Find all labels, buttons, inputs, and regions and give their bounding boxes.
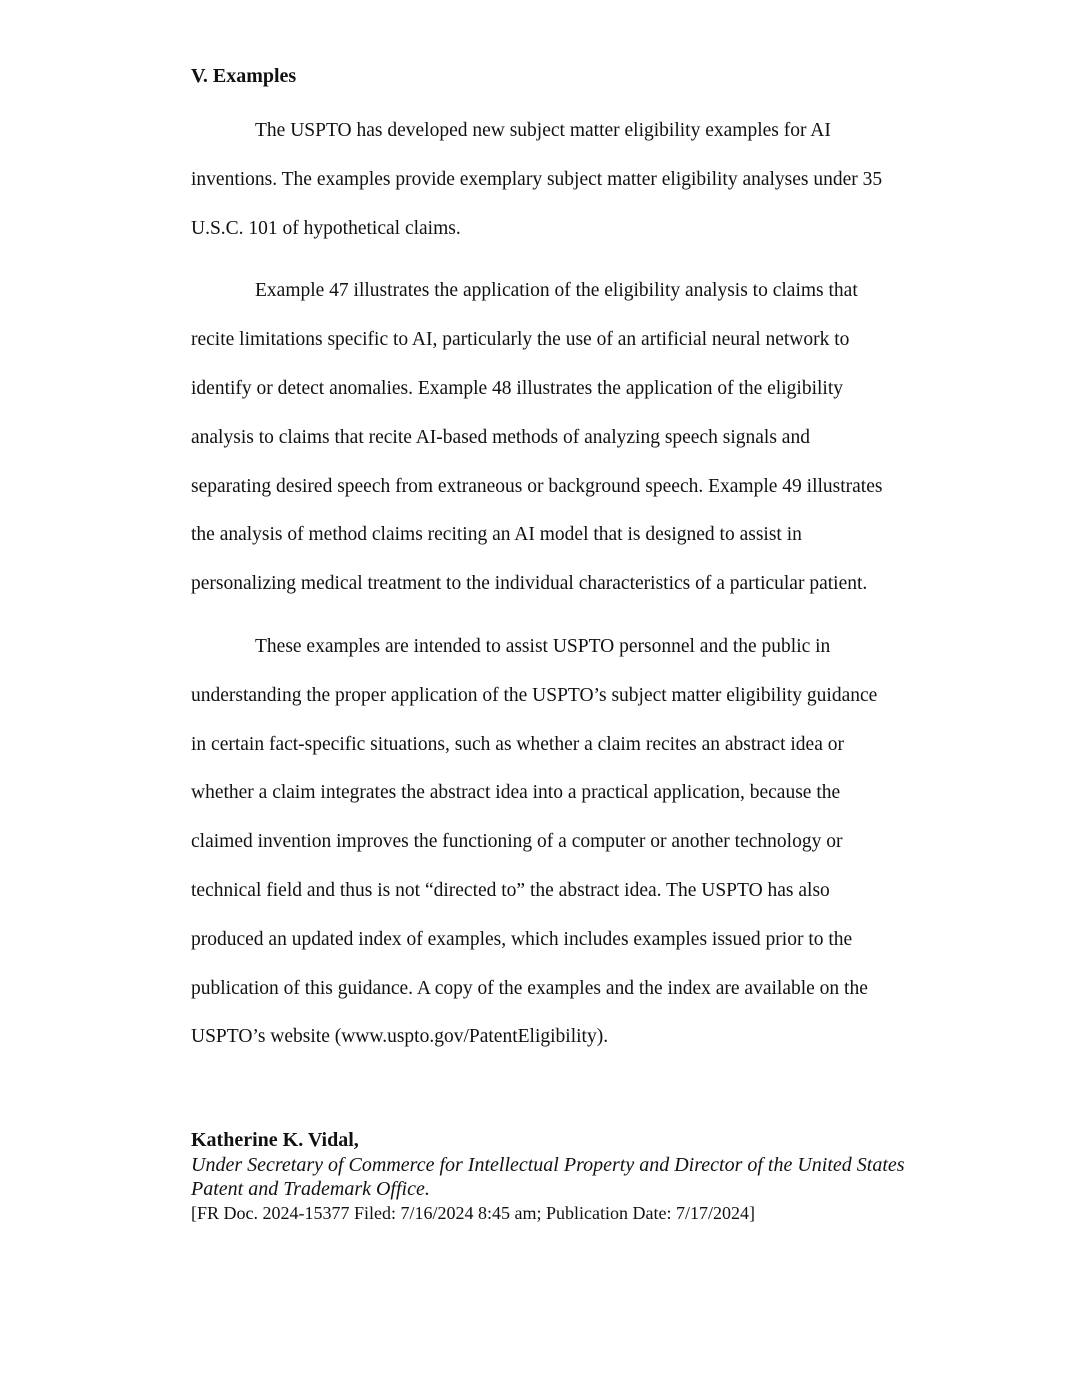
- paragraph-line: whether a claim integrates the abstract idea into a practical application, because the: [191, 782, 841, 804]
- paragraph-line: recite limitations specific to AI, particularly the use of an artificial neural network to: [191, 329, 850, 351]
- document-body: [191, 60, 951, 1076]
- signatory-name: Katherine K. Vidal,: [191, 1129, 359, 1151]
- paragraph-line: understanding the proper application of the USPTO’s subject matter eligibility guidance: [191, 684, 878, 706]
- signatory-title-line: Under Secretary of Commerce for Intellectual Property and Director of the United States: [191, 1154, 905, 1176]
- paragraph-purpose: [191, 623, 951, 1062]
- paragraph-line: identify or detect anomalies. Example 48 illustrates the application of the eligibility: [191, 377, 843, 399]
- paragraph-line: U.S.C. 101 of hypothetical claims.: [191, 217, 461, 239]
- paragraph-line: personalizing medical treatment to the individual characteristics of a particular patient.: [191, 573, 868, 595]
- paragraph-examples: [191, 267, 951, 609]
- paragraph-line: inventions. The examples provide exemplary subject matter eligibility analyses under 35: [191, 168, 883, 190]
- paragraph-line: These examples are intended to assist USPTO personnel and the public in: [255, 635, 831, 657]
- paragraph-line: USPTO’s website (www.uspto.gov/PatentEligibility).: [191, 1026, 609, 1048]
- paragraph-line: analysis to claims that recite AI-based methods of analyzing speech signals and: [191, 426, 810, 448]
- paragraph-line: Example 47 illustrates the application of the eligibility analysis to claims that: [255, 280, 858, 302]
- signature-block: [191, 1127, 991, 1225]
- paragraph-line: produced an updated index of examples, which includes examples issued prior to the: [191, 928, 853, 950]
- fr-doc-reference: [FR Doc. 2024-15377 Filed: 7/16/2024 8:45 am; Publication Date: 7/17/2024]: [191, 1203, 755, 1223]
- paragraph-line: publication of this guidance. A copy of the examples and the index are available on the: [191, 977, 868, 999]
- signatory-title: [191, 1153, 991, 1201]
- paragraph-line: The USPTO has developed new subject matter eligibility examples for AI: [255, 120, 831, 141]
- signatory-title-line: Patent and Trademark Office.: [191, 1178, 430, 1200]
- paragraph-line: in certain fact-specific situations, such as whether a claim recites an abstract idea or: [191, 733, 844, 755]
- section-heading: V. Examples: [191, 65, 297, 87]
- paragraph-line: technical field and thus is not “directed to” the abstract idea. The USPTO has also: [191, 879, 830, 901]
- paragraph-intro: [191, 107, 951, 253]
- paragraph-line: claimed invention improves the functioning of a computer or another technology or: [191, 831, 843, 853]
- paragraph-line: separating desired speech from extraneous or background speech. Example 49 illustrates: [191, 475, 883, 497]
- paragraph-line: the analysis of method claims reciting an AI model that is designed to assist in: [191, 524, 802, 546]
